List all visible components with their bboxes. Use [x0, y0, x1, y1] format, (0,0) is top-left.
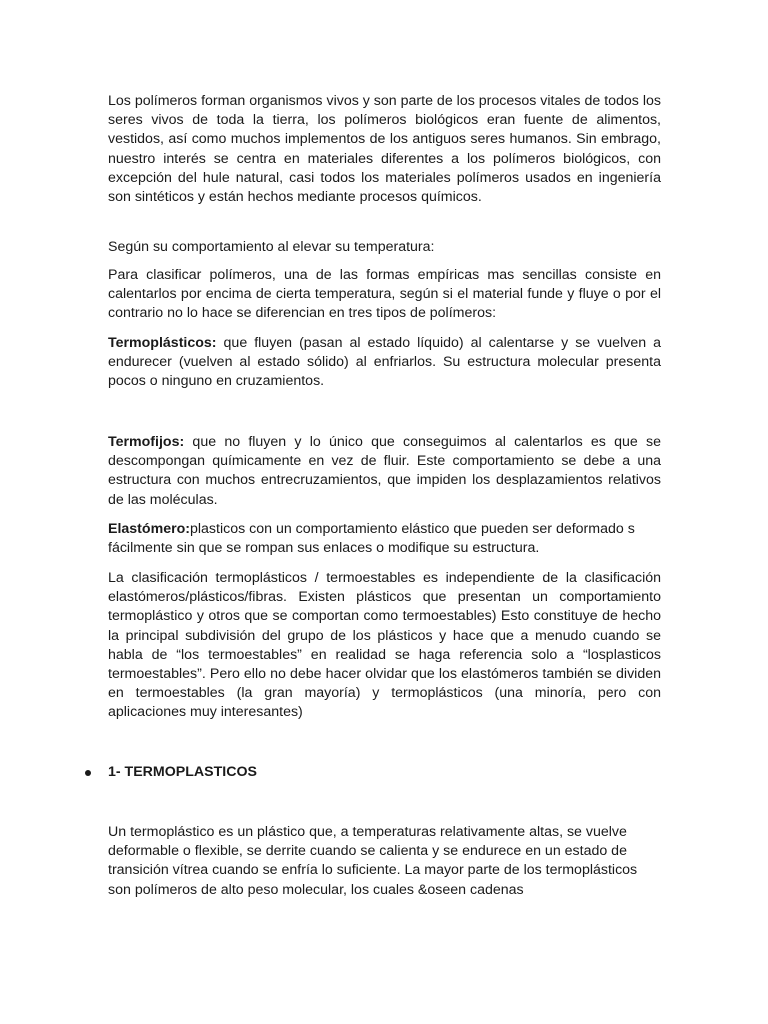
behavior-paragraph: Según su comportamiento al elevar su temperatura: — [108, 239, 435, 255]
bullet-icon — [85, 770, 91, 776]
elastomer-text: plasticos con un comportamiento elástico que pueden ser deformado s fácilmente sin que se rompan sus enlaces o modifique su estructura. — [108, 521, 635, 557]
classification-paragraph: La clasificación termoplásticos / termoestables es independiente de la clasificación elastómeros/plásticos/fibras. Existen plásticos que presentan un comportamiento termoplástico y otros que se comportan como termoestables) Esto constituye de hecho la principal subdivisión del grupo de los plásticos y hace que a menudo cuando se habla de “los termoestables” en realidad se haga referencia solo a “losplasticos termoestables”. Pero ello no debe hacer olvidar que los elastómeros también se dividen en termoestables (la gran mayoría) y termoplásticos (una minoría, pero con aplicaciones muy interesantes) — [108, 570, 661, 721]
intro-paragraph: Los polímeros forman organismos vivos y son parte de los procesos vitales de todos los seres vivos de toda la tierra, los polímeros biológicos eran fuente de alimentos, vestidos, así como muchos implementos de los antiguos seres humanos. Sin embrago, nuestro interés se centra en materiales diferentes a los polímeros biológicos, con excepción del hule natural, casi todos los materiales polímeros usados en ingeniería son sintéticos y están hechos mediante procesos químicos. — [108, 93, 661, 206]
thermosets-text: que no fluyen y lo único que conseguimos al calentarlos es que se descompongan químicamente en vez de fluir. Este comportamiento se debe a una estructura con muchos entrecruzamientos, que impiden los desplazamientos relativos de las moléculas. — [108, 434, 661, 508]
classification-intro-paragraph: Para clasificar polímeros, una de las formas empíricas mas sencillas consiste en calentarlos por encima de cierta temperatura, según si el material funde y fluye o por el contrario no lo hace se diferencian en tres tipos de polímeros: — [108, 267, 661, 322]
thermoplastics-section-paragraph: Un termoplástico es un plástico que, a temperaturas relativamente altas, se vuelve deformable o flexible, se derrite cuando se calienta y se endurece en un estado de transición vítrea cuando se enfría lo suficiente. La mayor parte de los termoplásticos son polímeros de alto peso molecular, los cuales &oseen cadenas — [108, 824, 638, 898]
thermoplastics-definition — [108, 334, 661, 392]
thermoplastics-term: Termoplásticos: — [108, 335, 217, 351]
thermoplastics-text: que fluyen (pasan al estado líquido) al calentarse y se vuelven a endurecer (vuelven al estado sólido) al enfriarlos. Su estructura molecular presenta pocos o ninguno en cruzamientos. — [108, 335, 661, 390]
elastomer-definition — [108, 520, 661, 558]
section-heading: 1- TERMOPLASTICOS — [108, 764, 257, 780]
thermosets-term: Termofijos: — [108, 434, 185, 450]
elastomer-term: Elastómero: — [108, 521, 190, 537]
thermosets-definition — [108, 433, 661, 510]
